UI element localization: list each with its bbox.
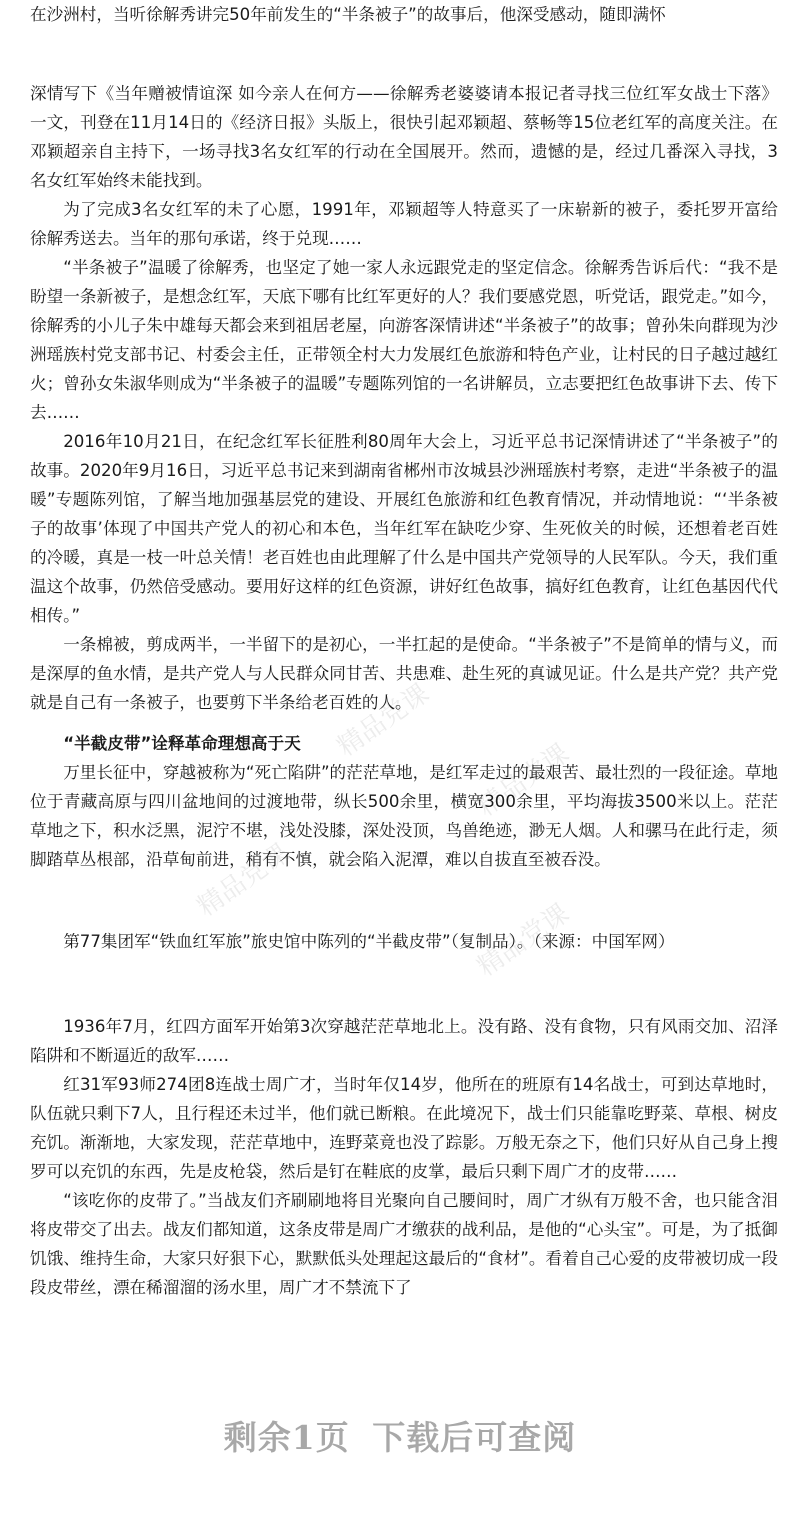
watermark: 精品党课 bbox=[332, 678, 435, 763]
text-block-section bbox=[30, 729, 778, 874]
paragraph: 1936年7月，红四方面军开始第3次穿越茫茫草地北上。没有路、没有食物，只有风雨交加、沼泽陷阱和不断逼近的敌军…… bbox=[30, 1017, 778, 1065]
paragraph: 2016年10月21日，在纪念红军长征胜利80周年大会上，习近平总书记深情讲述了“半条被子”的故事。2020年9月16日，习近平总书记来到湖南省郴州市汝城县沙洲瑶族村考察，走进“半条被子的温暖”专题陈列馆，了解当地加强基层党的建设、开展红色旅游和红色教育情况，并动情地说：“‘半条被子的故事’体现了中国共产党人的初心和本色，当年红军在缺吃少穿、生死攸关的时候，还想着老百姓的冷暖，真是一枝一叶总关情！老百姓也由此理解了什么是中国共产党领导的人民军队。今天，我们重温这个故事，仍然倍受感动。要用好这样的红色资源，讲好红色故事，搞好红色教育，让红色基因代代相传。” bbox=[30, 432, 778, 625]
remaining-pages-notice[interactable]: 剩余1页 下载后可查阅 bbox=[223, 1418, 577, 1457]
section-heading: “半截皮带”诠释革命理想高于天 bbox=[63, 734, 301, 753]
paragraph: 在沙洲村，当听徐解秀讲完50年前发生的“半条被子”的故事后，他深受感动，随即满怀 bbox=[30, 5, 666, 24]
watermark: 精品党课 bbox=[472, 898, 575, 983]
watermark: 精品党课 bbox=[472, 738, 575, 823]
watermark: 精品党课 bbox=[192, 838, 295, 923]
caption-text: 第77集团军“铁血红军旅”旅史馆中陈列的“半截皮带”（复制品）。（来源：中国军网） bbox=[63, 932, 675, 951]
text-block-top bbox=[30, 0, 778, 29]
text-block-main bbox=[30, 79, 778, 717]
image-caption bbox=[30, 927, 778, 956]
paragraph: “该吃你的皮带了。”当战友们齐刷刷地将目光聚向自己腰间时，周广才纵有万般不舍，也只能含泪将皮带交了出去。战友们都知道，这条皮带是周广才缴获的战利品，是他的“心头宝”。可是，为了抵御饥饿、维持生命，大家只好狠下心，默默低头处理起这最后的“食材”。看着自己心爱的皮带被切成一段段皮带丝，漂在稀溜溜的汤水里，周广才不禁流下了 bbox=[30, 1191, 778, 1297]
text-block-story bbox=[30, 1012, 778, 1302]
paragraph: 一条棉被，剪成两半，一半留下的是初心，一半扛起的是使命。“半条被子”不是简单的情与义，而是深厚的鱼水情，是共产党人与人民群众同甘苦、共患难、赴生死的真诚见证。什么是共产党？共产党就是自己有一条被子，也要剪下半条给老百姓的人。 bbox=[30, 635, 778, 712]
paragraph: 万里长征中，穿越被称为“死亡陷阱”的茫茫草地，是红军走过的最艰苦、最壮烈的一段征途。草地位于青藏高原与四川盆地间的过渡地带，纵长500余里，横宽300余里，平均海拔3500米以上。茫茫草地之下，积水泛黑，泥泞不堪，浅处没膝，深处没顶，鸟兽绝迹，渺无人烟。人和骡马在此行走，须脚踏草丛根部，沿草甸前进，稍有不慎，就会陷入泥潭，难以自拔直至被吞没。 bbox=[30, 763, 778, 869]
paragraph: 深情写下《当年赠被情谊深 如今亲人在何方——徐解秀老婆婆请本报记者寻找三位红军女战士下落》一文，刊登在11月14日的《经济日报》头版上，很快引起邓颖超、蔡畅等15位老红军的高度关注。在邓颖超亲自主持下，一场寻找3名女红军的行动在全国展开。然而，遗憾的是，经过几番深入寻找，3名女红军始终未能找到。 bbox=[30, 84, 778, 190]
paragraph: 红31军93师274团8连战士周广才，当时年仅14岁，他所在的班原有14名战士，可到达草地时，队伍就只剩下7人，且行程还未过半，他们就已断粮。在此境况下，战士们只能靠吃野菜、草根、树皮充饥。渐渐地，大家发现，茫茫草地中，连野菜竟也没了踪影。万般无奈之下，他们只好从自己身上搜罗可以充饥的东西，先是皮枪袋，然后是钉在鞋底的皮掌，最后只剩下周广才的皮带…… bbox=[30, 1075, 778, 1181]
paragraph: 为了完成3名女红军的未了心愿，1991年，邓颖超等人特意买了一床崭新的被子，委托罗开富给徐解秀送去。当年的那句承诺，终于兑现…… bbox=[30, 200, 778, 248]
paragraph: “半条被子”温暖了徐解秀，也坚定了她一家人永远跟党走的坚定信念。徐解秀告诉后代：“我不是盼望一条新被子，是想念红军，天底下哪有比红军更好的人？我们要感党恩，听党话，跟党走。”如今，徐解秀的小儿子朱中雄每天都会来到祖居老屋，向游客深情讲述“半条被子”的故事；曾孙朱向群现为沙洲瑶族村党支部书记、村委会主任，正带领全村大力发展红色旅游和特色产业，让村民的日子越过越红火；曾孙女朱淑华则成为“半条被子的温暖”专题陈列馆的一名讲解员，立志要把红色故事讲下去、传下去…… bbox=[30, 258, 778, 422]
